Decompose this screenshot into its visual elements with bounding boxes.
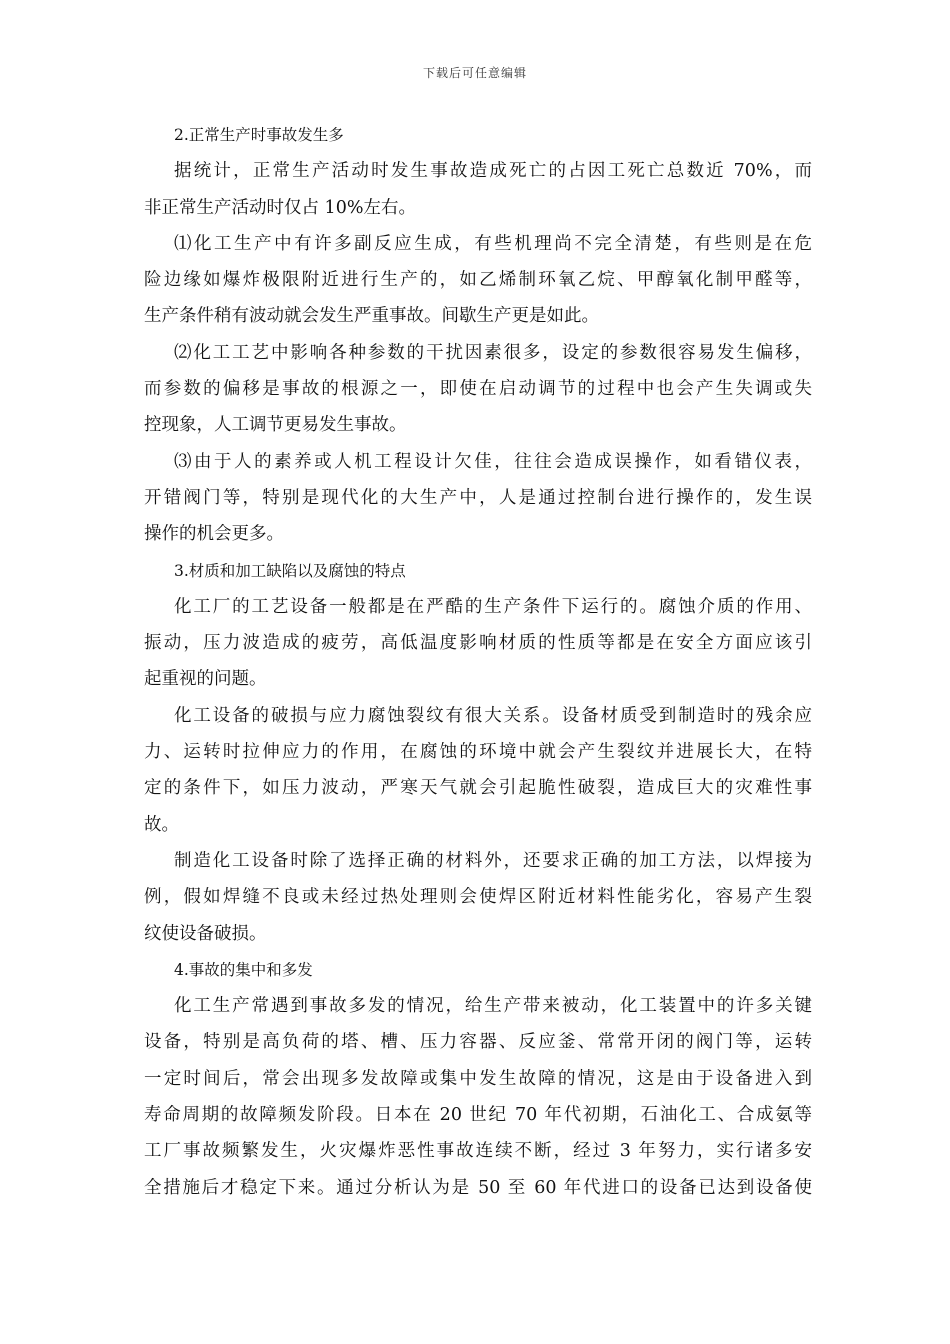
paragraph-line: 工厂事故频繁发生，火灾爆炸恶性事故连续不断，经过 3 年努力，实行诸多安 (144, 1141, 812, 1162)
paragraph-line: 开错阀门等，特别是现代化的大生产中，人是通过控制台进行操作的，发生误 (144, 487, 812, 508)
paragraph-line: 力、运转时拉伸应力的作用，在腐蚀的环境中就会产生裂纹并进展长大，在特 (144, 742, 812, 763)
paragraph-line: 生产条件稍有波动就会发生严重事故。间歇生产更是如此。 (144, 306, 599, 327)
section-heading: 3.材质和加工缺陷以及腐蚀的特点 (174, 561, 406, 580)
paragraph-line: 化工生产常遇到事故多发的情况，给生产带来被动，化工装置中的许多关键 (174, 996, 812, 1017)
paragraph-line: 而参数的偏移是事故的根源之一，即使在启动调节的过程中也会产生失调或失 (144, 379, 812, 400)
section-heading: 4.事故的集中和多发 (174, 960, 313, 979)
paragraph-line: 例，假如焊缝不良或未经过热处理则会使焊区附近材料性能劣化，容易产生裂 (144, 887, 812, 908)
paragraph-line: ⑶由于人的素养或人机工程设计欠佳，往往会造成误操作，如看错仪表， (174, 451, 812, 472)
paragraph-line: 全措施后才稳定下来。通过分析认为是 50 至 60 年代进口的设备已达到设备使 (144, 1177, 812, 1198)
paragraph-line: 据统计，正常生产活动时发生事故造成死亡的占因工死亡总数近 70%，而 (174, 161, 812, 182)
paragraph-line: 一定时间后，常会出现多发故障或集中发生故障的情况，这是由于设备进入到 (144, 1068, 812, 1089)
paragraph-line: 故。 (144, 814, 179, 835)
paragraph-line: ⑴化工生产中有许多副反应生成，有些机理尚不完全清楚，有些则是在危 (174, 233, 812, 254)
page-header: 下载后可任意编辑 (422, 66, 527, 80)
paragraph-line: 振动，压力波造成的疲劳，高低温度影响材质的性质等都是在安全方面应该引 (144, 633, 812, 654)
section-heading: 2.正常生产时事故发生多 (174, 126, 344, 144)
paragraph-line: 控现象，人工调节更易发生事故。 (144, 415, 407, 436)
paragraph-line: ⑵化工工艺中影响各种参数的干扰因素很多，设定的参数很容易发生偏移， (174, 342, 812, 363)
document-body (144, 117, 812, 1206)
paragraph-line: 非正常生产活动时仅占 10%左右。 (144, 197, 416, 218)
paragraph-line: 制造化工设备时除了选择正确的材料外，还要求正确的加工方法，以焊接为 (174, 850, 812, 871)
paragraph-line: 化工设备的破损与应力腐蚀裂纹有很大关系。设备材质受到制造时的残余应 (174, 705, 812, 726)
paragraph-line: 纹使设备破损。 (144, 923, 267, 944)
paragraph-line: 设备，特别是高负荷的塔、槽、压力容器、反应釜、常常开闭的阀门等，运转 (144, 1032, 812, 1053)
paragraph-line: 险边缘如爆炸极限附近进行生产的，如乙烯制环氧乙烷、甲醇氧化制甲醛等， (144, 270, 812, 291)
paragraph-line: 定的条件下，如压力波动，严寒天气就会引起脆性破裂，造成巨大的灾难性事 (144, 778, 812, 799)
paragraph-line: 化工厂的工艺设备一般都是在严酷的生产条件下运行的。腐蚀介质的作用、 (174, 596, 812, 617)
paragraph-line: 寿命周期的故障频发阶段。日本在 20 世纪 70 年代初期，石油化工、合成氨等 (144, 1105, 812, 1126)
paragraph-line: 起重视的问题。 (144, 669, 267, 690)
paragraph-line: 操作的机会更多。 (144, 524, 284, 545)
